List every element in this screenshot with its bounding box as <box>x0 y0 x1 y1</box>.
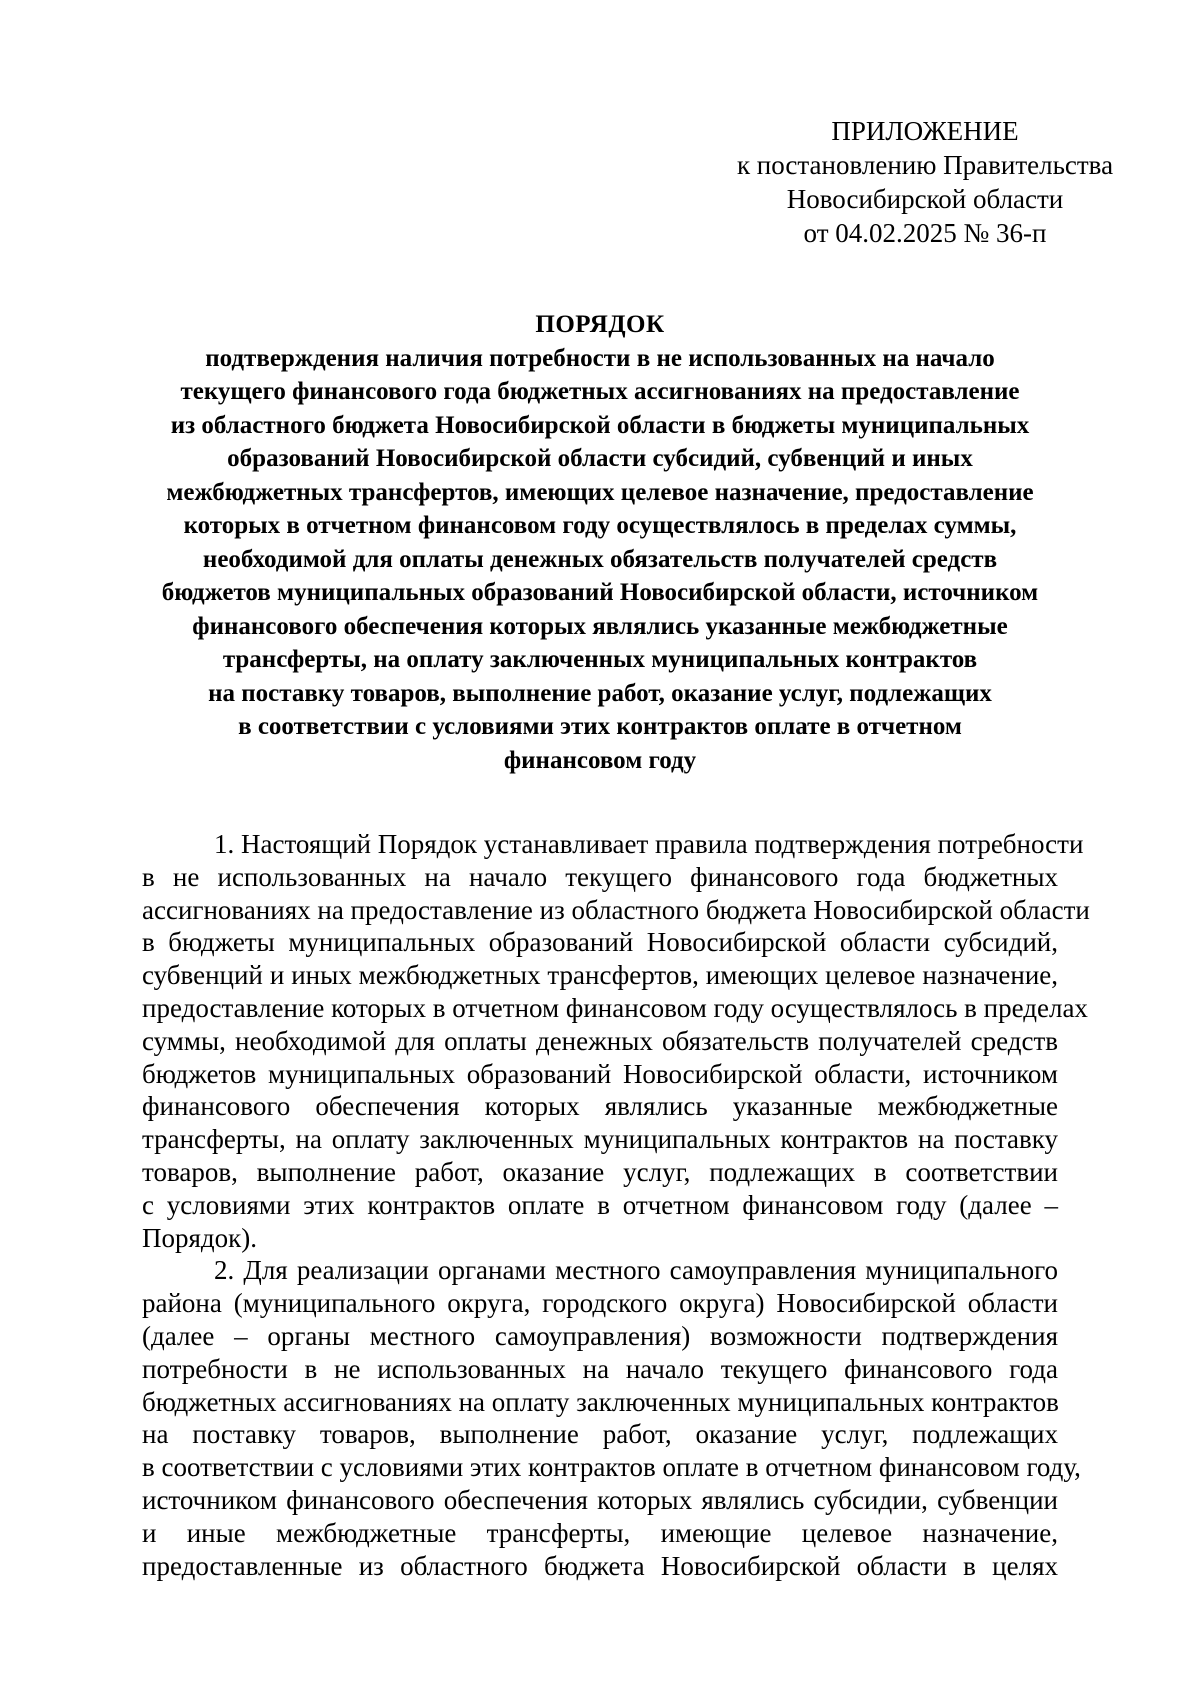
title-line: текущего финансового года бюджетных ассигнованиях на предоставление <box>180 378 1020 405</box>
title-line: подтверждения наличия потребности в не использованных на начало <box>205 344 995 372</box>
paragraph-1-line: ассигнованиях на предоставление из областного бюджета Новосибирской области <box>142 894 1090 925</box>
paragraph-1-line: финансового обеспечения которых являлись указанные межбюджетные <box>142 1091 1058 1122</box>
paragraph-2-line: источником финансового обеспечения которых являлись субсидии, субвенции <box>142 1484 1058 1515</box>
document-title <box>142 308 1058 777</box>
paragraph-2-line: потребности в не использованных на начало текущего финансового года <box>142 1353 1058 1384</box>
paragraph-1-line: в бюджеты муниципальных образований Новосибирской области субсидий, <box>142 927 1058 958</box>
paragraph-2-line: предоставленные из областного бюджета Новосибирской области в целях <box>142 1550 1058 1581</box>
paragraph-2-line: на поставку товаров, выполнение работ, оказание услуг, подлежащих <box>142 1419 1058 1450</box>
paragraph-1-line: в не использованных на начало текущего финансового года бюджетных <box>142 861 1058 892</box>
paragraph-1-line: с условиями этих контрактов оплате в отчетном финансовом году (далее – <box>142 1189 1058 1220</box>
title-line: межбюджетных трансфертов, имеющих целевое назначение, предоставление <box>166 478 1034 506</box>
appendix-line: Новосибирской области <box>786 184 1064 214</box>
paragraph-1-line: предоставление которых в отчетном финансовом году осуществлялось в пределах <box>142 992 1088 1023</box>
title-line: бюджетов муниципальных образований Новосибирской области, источником <box>161 579 1039 606</box>
paragraph-2-line: района (муниципального округа, городского округа) Новосибирской области <box>142 1288 1058 1319</box>
title-line: трансферты, на оплату заключенных муниципальных контрактов <box>222 646 978 673</box>
paragraph-1-line: 1. Настоящий Порядок устанавливает правила подтверждения потребности <box>214 829 1084 859</box>
paragraph-1-line: субвенций и иных межбюджетных трансфертов, имеющих целевое назначение, <box>142 960 1058 991</box>
paragraph-1-line: товаров, выполнение работ, оказание услуг, подлежащих в соответствии <box>142 1156 1058 1187</box>
appendix-line: к постановлению Правительства <box>736 150 1114 180</box>
title-line: финансовом году <box>503 746 697 774</box>
title-line: в соответствии с условиями этих контрактов оплате в отчетном <box>238 713 962 740</box>
title-line: из областного бюджета Новосибирской области в бюджеты муниципальных <box>170 411 1030 439</box>
paragraph-2-line: в соответствии с условиями этих контрактов оплате в отчетном финансовом году, <box>142 1452 1081 1483</box>
paragraph-2-line: (далее – органы местного самоуправления) возможности подтверждения <box>142 1320 1058 1351</box>
appendix-line: от 04.02.2025 № 36-п <box>803 218 1047 248</box>
title-line: которых в отчетном финансовом году осуществлялось в пределах суммы, <box>183 512 1017 539</box>
appendix-line: ПРИЛОЖЕНИЕ <box>831 116 1019 146</box>
paragraph-1-line: трансферты, на оплату заключенных муниципальных контрактов на поставку <box>142 1124 1058 1155</box>
document-body <box>142 828 1090 1582</box>
title-line: необходимой для оплаты денежных обязательств получателей средств <box>202 545 998 573</box>
appendix-header <box>730 114 1120 250</box>
title-line: финансового обеспечения которых являлись указанные межбюджетные <box>192 612 1008 640</box>
paragraph-1-line: Порядок). <box>142 1222 258 1253</box>
paragraph-1-line: суммы, необходимой для оплаты денежных обязательств получателей средств <box>142 1025 1058 1056</box>
title-line: образований Новосибирской области субсидий, субвенций и иных <box>227 445 973 472</box>
paragraph-2-line: и иные межбюджетные трансферты, имеющие целевое назначение, <box>142 1517 1058 1548</box>
title-line: на поставку товаров, выполнение работ, оказание услуг, подлежащих <box>208 679 992 707</box>
title-main: ПОРЯДОК <box>535 311 665 338</box>
paragraph-2-line: бюджетных ассигнованиях на оплату заключенных муниципальных контрактов <box>142 1386 1059 1417</box>
paragraph-1-line: бюджетов муниципальных образований Новосибирской области, источником <box>142 1058 1058 1089</box>
paragraph-2-line: 2. Для реализации органами местного самоуправления муниципального <box>214 1255 1058 1286</box>
